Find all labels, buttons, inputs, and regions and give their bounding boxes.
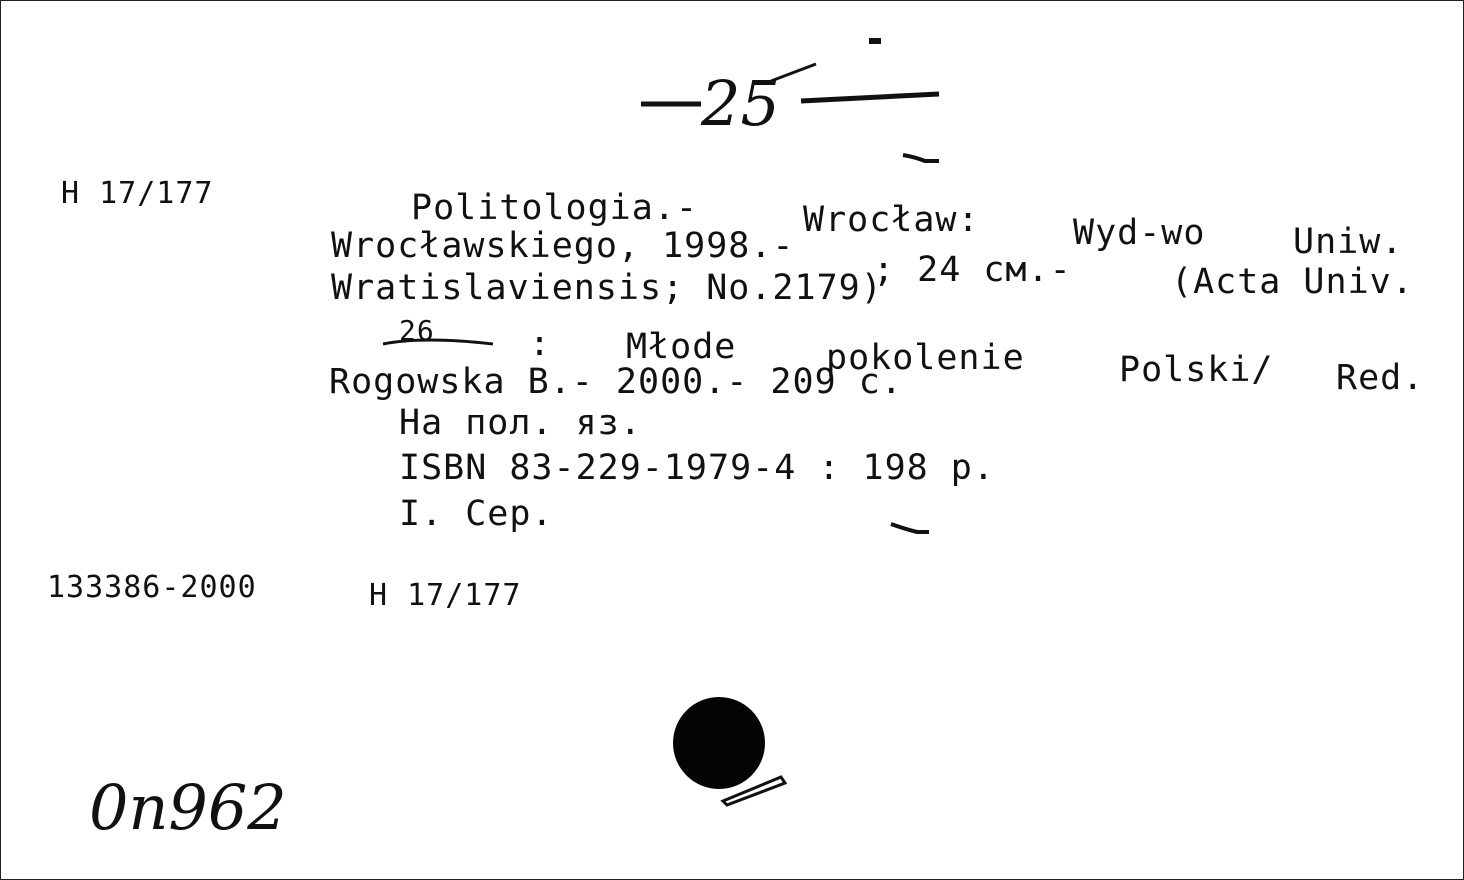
handwritten-code: 0n962 [89, 771, 287, 844]
accession-number: 133386-2000 [47, 570, 257, 605]
volume-colon: : [529, 324, 552, 364]
series-start: (Acta Univ. [1171, 262, 1414, 302]
volume-title-c: Polski/ [1119, 350, 1274, 390]
publisher-a: Wyd-wo [1073, 213, 1206, 253]
shelfmark: H 17/177 [61, 176, 214, 211]
volume-title-d: Red. [1336, 358, 1425, 398]
dimensions: ; 24 см.- [873, 250, 1072, 290]
isbn-price: ISBN 83-229-1979-4 : 198 р. [399, 448, 995, 488]
dash-right [801, 94, 939, 101]
series-entry: I. Сер. [399, 494, 554, 534]
volume-title-a: Młode [626, 327, 737, 367]
volume-number: 26 [399, 314, 435, 347]
publisher-line: Wrocławskiego, 1998.- [331, 226, 795, 266]
shelfmark-bottom: H 17/177 [369, 578, 522, 613]
series-line: Wratislaviensis; No.2179) [331, 268, 883, 308]
tick-mark-bottom [891, 524, 929, 532]
dot-mark [869, 38, 881, 44]
title: Politologia.- [411, 188, 698, 228]
handwritten-number: 25 [701, 67, 780, 140]
volume-title-b: pokolenie [826, 338, 1025, 378]
publisher-b: Uniw. [1293, 222, 1404, 262]
tick-mark-top [903, 155, 939, 161]
editor-line: Rogowska B.- 2000.- 209 с. [329, 362, 903, 402]
stamp-dot [673, 697, 765, 789]
language-note: На пол. яз. [399, 403, 642, 443]
place: Wrocław: [803, 200, 980, 240]
